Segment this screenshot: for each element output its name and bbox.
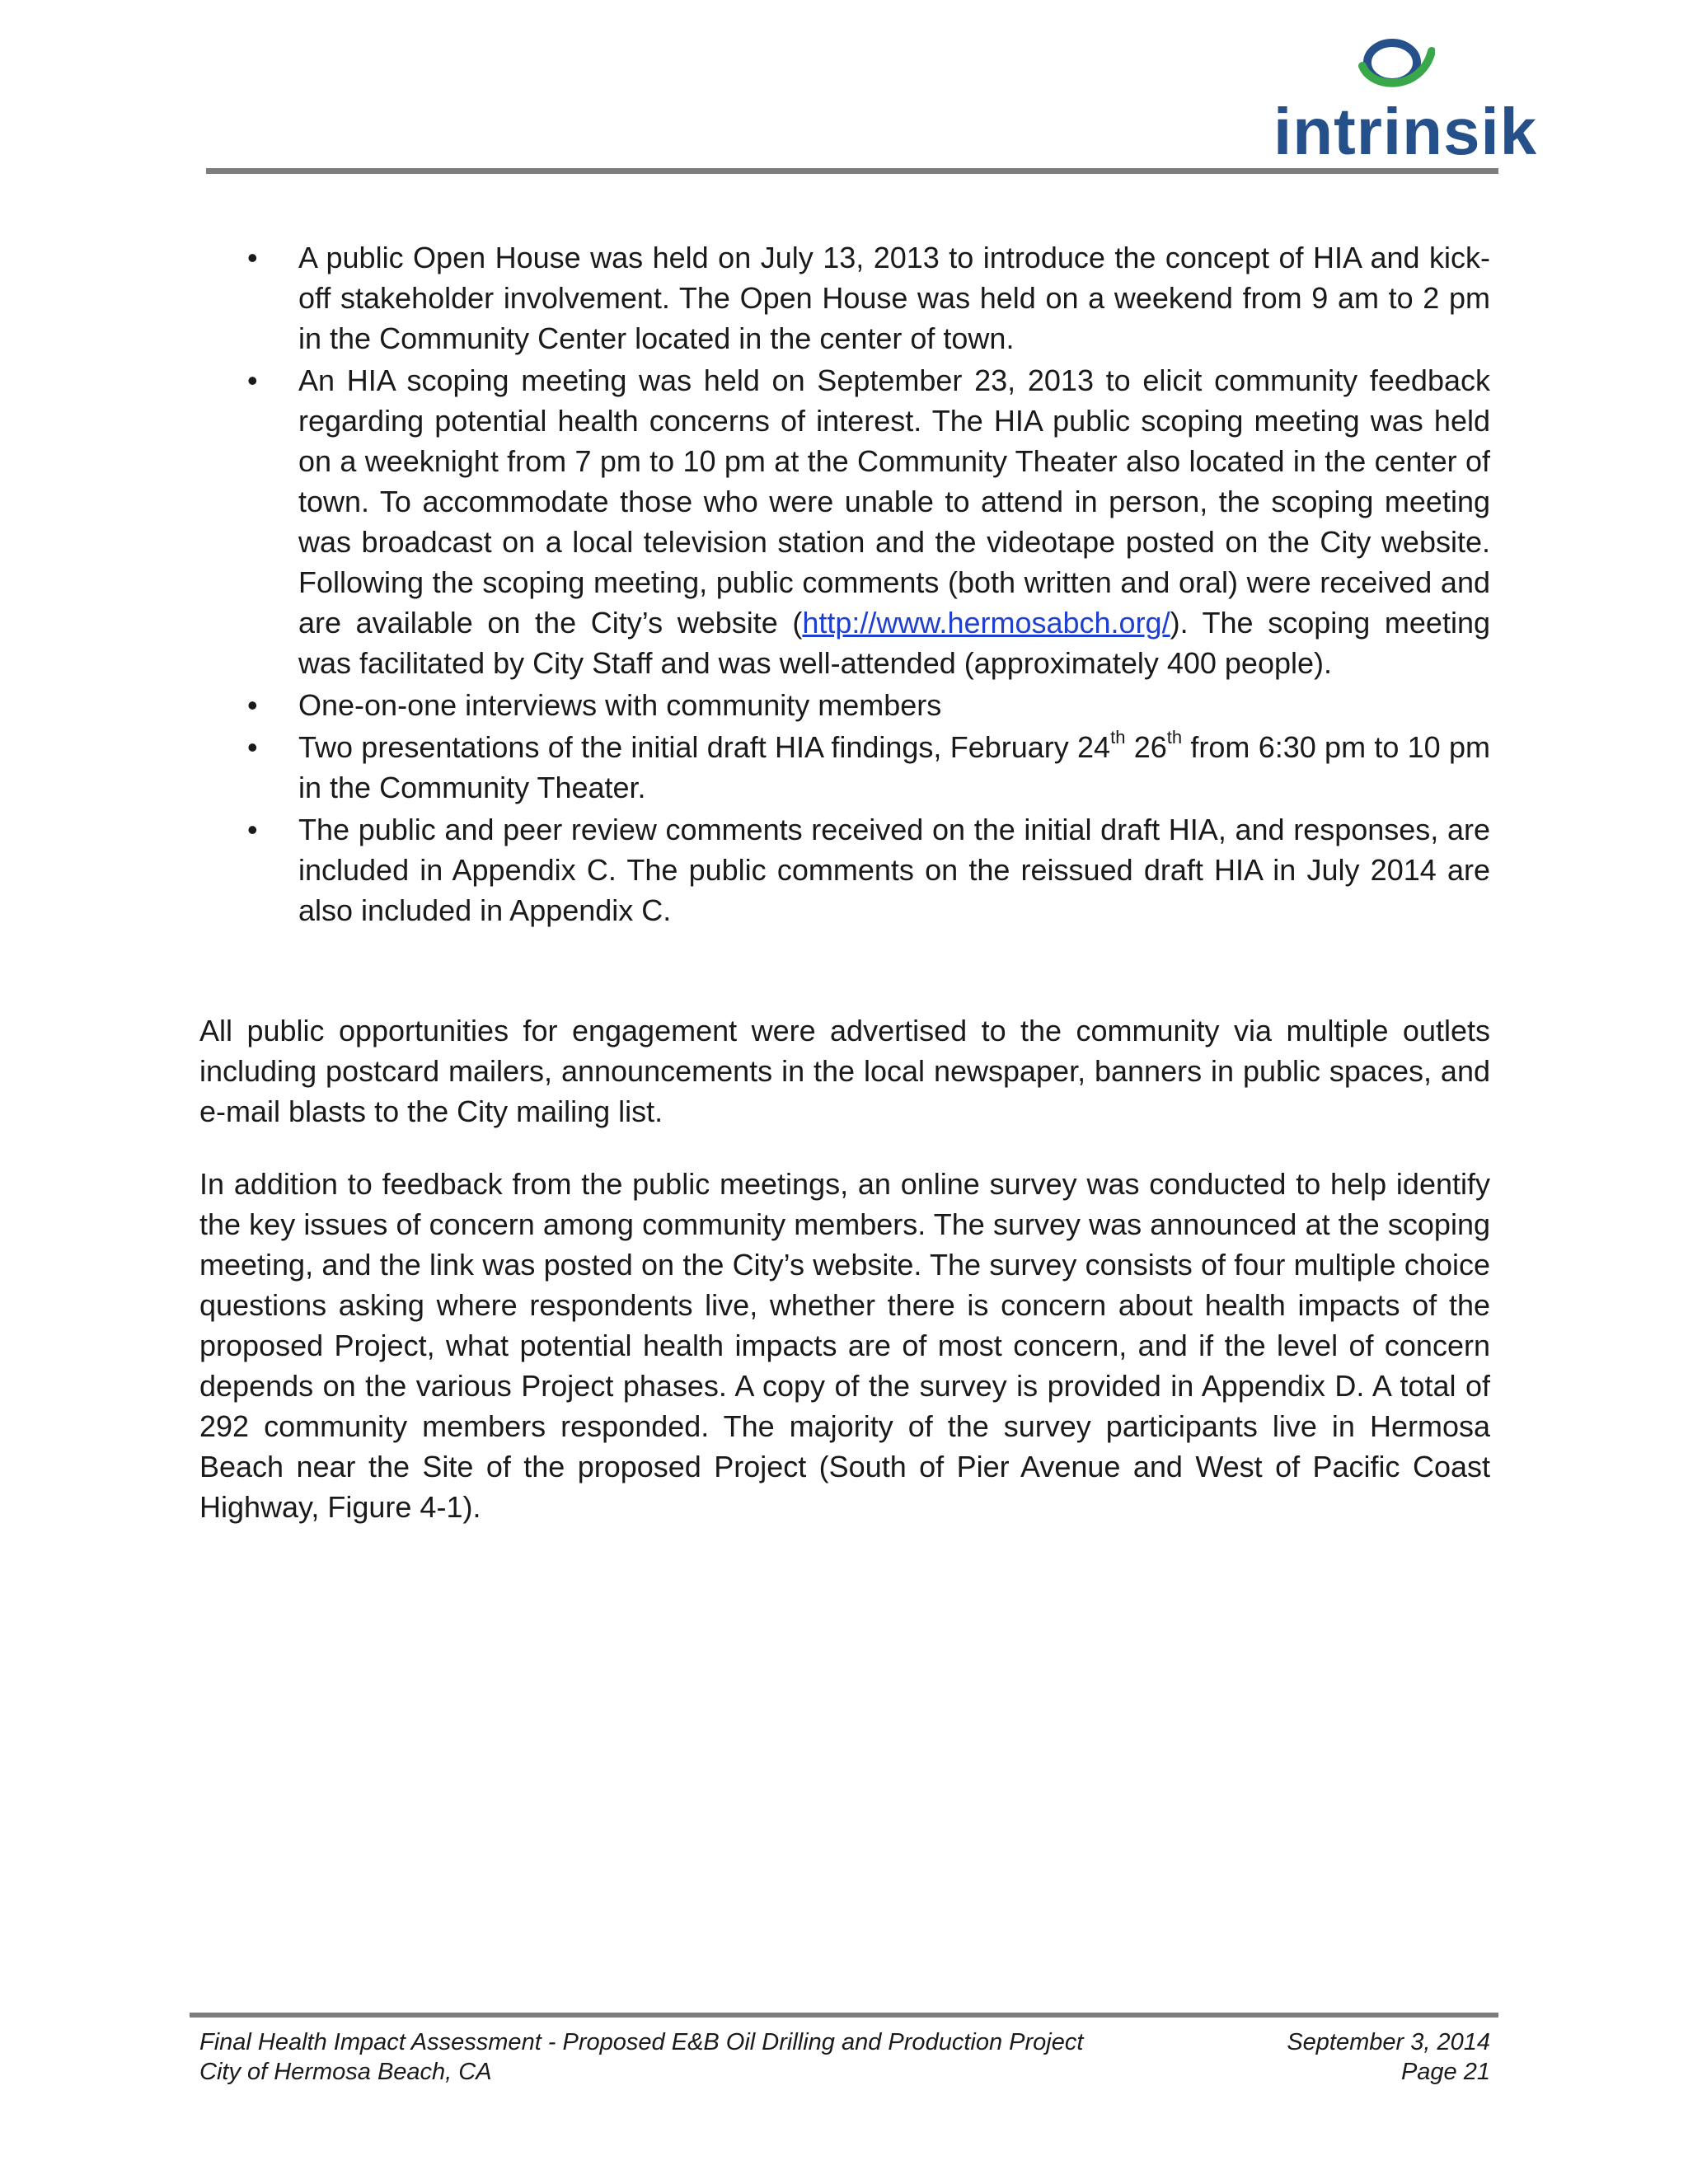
hermosa-website-link[interactable]: http://www.hermosabch.org/ <box>802 606 1170 640</box>
list-item <box>247 237 1490 359</box>
intrinsik-logo <box>1273 33 1538 168</box>
bullet-text: One-on-one interviews with community members <box>298 688 942 722</box>
bullet-text: ). The scoping meeting was facilitated by City Staff and was well-attended (approximately 400 people). <box>298 606 1490 680</box>
bullet-text: The public and peer review comments received on the initial draft HIA, and responses, are included in Appendix C. The public comments on the reissued draft HIA in July 2014 are also included in Appendix C. <box>298 813 1490 927</box>
footer-city: City of Hermosa Beach, CA <box>199 2059 492 2085</box>
bullet-text: An HIA scoping meeting was held on September 23, 2013 to elicit community feedback regarding potential health concerns of interest. The HIA public scoping meeting was held on a weeknight from 7 pm to 10 pm at the Community Theater also located in the center of town. To accommodate those who were unable to attend in person, the scoping meeting was broadcast on a local television station and the videotape posted on the City website. Following the scoping meeting, public comments (both written and oral) were received and are available on the City’s website ( <box>298 363 1490 640</box>
bullet-text: from 6:30 pm to 10 pm in the Community Theater. <box>298 730 1490 804</box>
survey-paragraph: In addition to feedback from the public meetings, an online survey was conducted to help identify the key issues of concern among community members. The survey was announced at the scoping meeting, and the link was posted on the City’s website. The survey consists of four multiple choice questions asking where respondents live, whether there is concern about health impacts of the proposed Project, what potential health impacts are of most concern, and if the level of concern depends on the various Project phases. A copy of the survey is provided in Appendix D. A total of 292 community members responded. The majority of the survey participants live in Hermosa Beach near the Site of the proposed Project (South of Pier Avenue and West of Pacific Coast Highway, Figure 4-1). <box>199 1167 1490 1524</box>
list-item <box>247 727 1490 808</box>
footer-title: Final Health Impact Assessment - Proposed E&B Oil Drilling and Production Project <box>199 2029 1084 2055</box>
advertising-paragraph: All public opportunities for engagement were advertised to the community via multiple outlets including postcard mailers, announcements in the local newspaper, banners in public spaces, and e-mail blasts to the City mailing list. <box>199 1014 1490 1128</box>
bullet-text: 26 <box>1125 730 1167 764</box>
bullet-text: A public Open House was held on July 13, 2013 to introduce the concept of HIA and kick-off stakeholder involvement. The Open House was held on a weekend from 9 am to 2 pm in the Community Center located in the center of town. <box>298 241 1490 355</box>
engagement-bullet-list <box>247 237 1490 932</box>
page-number: Page 21 <box>1400 2059 1490 2085</box>
footer-date: September 3, 2014 <box>1287 2029 1490 2055</box>
list-item <box>247 809 1490 930</box>
logo-wordmark: intrinsik <box>1273 95 1538 168</box>
superscript: th <box>1166 727 1183 748</box>
footer-divider <box>190 2013 1498 2018</box>
page-footer <box>199 2027 1490 2087</box>
bullet-text: Two presentations of the initial draft HIA findings, February 24 <box>298 730 1111 764</box>
superscript: th <box>1110 727 1126 748</box>
swoosh-logo-icon <box>1356 33 1435 92</box>
list-item <box>247 685 1490 725</box>
list-item <box>247 360 1490 683</box>
header-divider <box>206 168 1498 174</box>
